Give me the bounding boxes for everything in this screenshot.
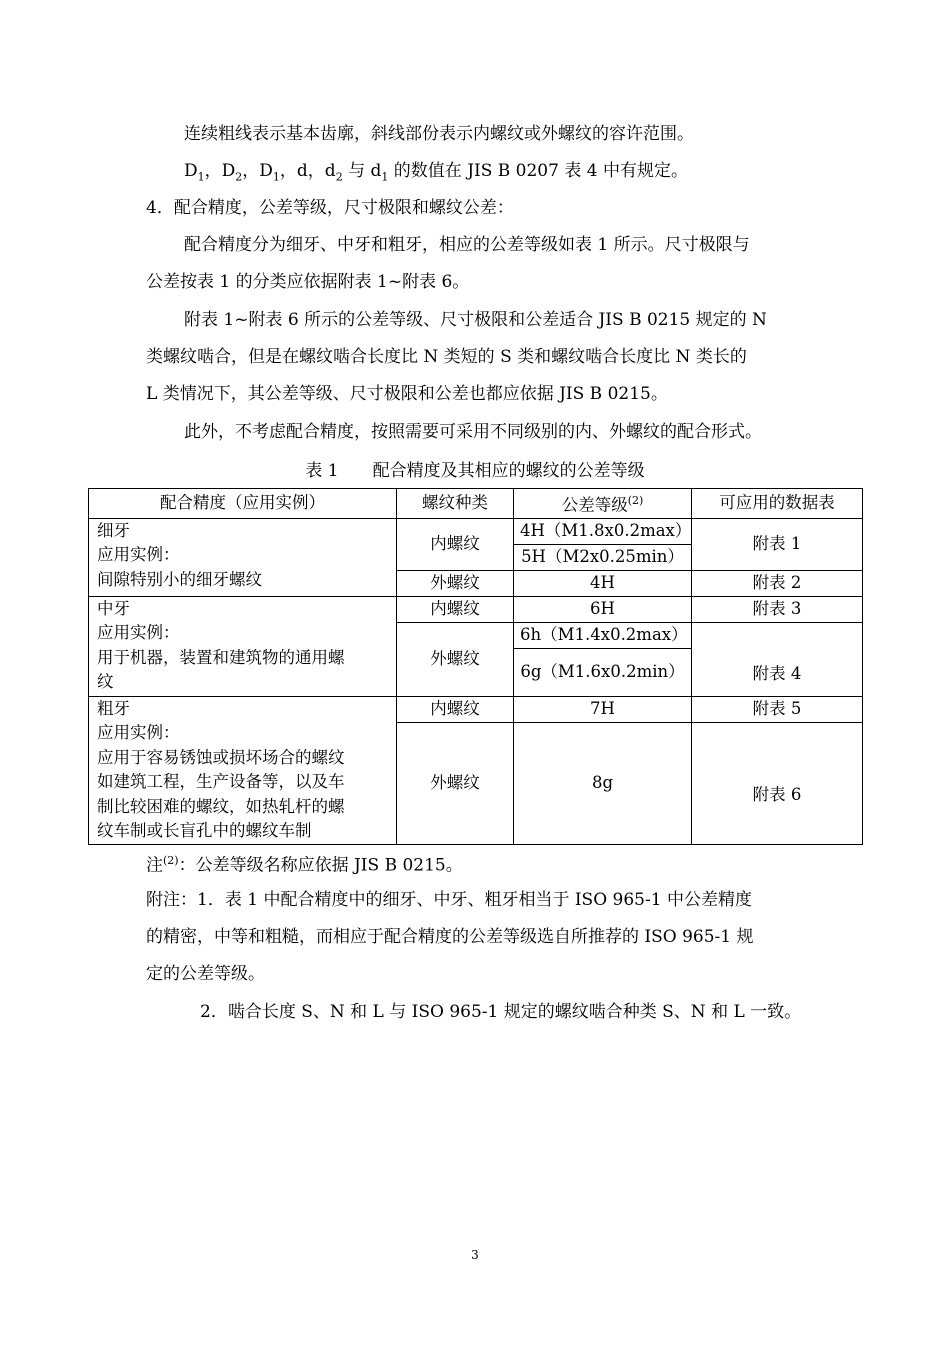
paragraph-annex-line3: L 类情况下，其公差等级、尺寸极限和公差也都应依据 JIS B 0215。: [146, 384, 668, 404]
coarse-external: 外螺纹: [397, 722, 514, 844]
desc-line: 纹: [97, 672, 114, 691]
subscript: 1: [272, 170, 280, 184]
coarse-grade-external: 8g: [514, 722, 692, 844]
desc-line: 如建筑工程，生产设备等，以及车: [97, 772, 345, 791]
note1-line2: 的精密，中等和粗糙，而相应于配合精度的公差等级选自所推荐的 ISO 965-1 规: [146, 927, 754, 947]
page-number: 3: [471, 1248, 479, 1262]
desc-line: 应用实例：: [97, 545, 180, 564]
desc-line: 应用实例：: [97, 623, 180, 642]
medium-grade-b: 6g（M1.6x0.2min）: [514, 648, 692, 696]
note1-line3: 定的公差等级。: [146, 964, 265, 984]
text: 的数值在 JIS B 0207 表 4 中有规定。: [388, 161, 688, 181]
paragraph-combination: 此外，不考虑配合精度，按照需要可采用不同级别的内、外螺纹的配合形式。: [184, 422, 762, 442]
table-title: 配合精度及其相应的螺纹的公差等级: [372, 461, 645, 481]
medium-table-external: 附表 4: [692, 622, 863, 696]
medium-internal: 内螺纹: [397, 596, 514, 622]
desc-line: 间隙特别小的细牙螺纹: [97, 569, 262, 589]
table-caption: [0, 458, 950, 484]
table-row: [89, 518, 863, 544]
medium-grade-a: 6h（M1.4x0.2max）: [514, 622, 692, 648]
desc-line: 粗牙: [97, 698, 130, 718]
text: 与 d: [342, 161, 382, 181]
coarse-table-external: 附表 6: [692, 722, 863, 844]
note2: 2．啮合长度 S、N 和 L 与 ISO 965-1 规定的螺纹啮合种类 S、N 和 L 一致。: [200, 1002, 802, 1022]
subscript: 1: [197, 170, 205, 184]
subscript: 1: [381, 170, 389, 184]
tolerance-table: [88, 488, 863, 845]
medium-grade-internal: 6H: [514, 596, 692, 622]
desc-line: 制比较困难的螺纹，如热轧杆的螺: [97, 796, 345, 816]
fine-table-internal: 附表 1: [692, 518, 863, 570]
medium-table-internal: 附表 3: [692, 596, 863, 622]
coarse-internal: 内螺纹: [397, 696, 514, 722]
header-fit-class: 配合精度（应用实例）: [89, 489, 397, 519]
table-row: [89, 696, 863, 722]
separator: ，: [242, 161, 260, 181]
superscript: (2): [627, 494, 644, 507]
desc-line: 纹车制或长盲孔中的螺纹车制: [97, 821, 312, 840]
subscript: 2: [235, 170, 243, 184]
table-row: [89, 596, 863, 622]
section-heading-4: 4．配合精度，公差等级，尺寸极限和螺纹公差：: [146, 198, 514, 218]
symbol-d: D: [221, 161, 236, 181]
medium-external: 外螺纹: [397, 622, 514, 696]
desc-line: 用于机器，装置和建筑物的通用螺: [97, 647, 345, 667]
paragraph-annex-line2: 类螺纹啮合，但是在螺纹啮合长度比 N 类短的 S 类和螺纹啮合长度比 N 类长的: [146, 347, 747, 367]
separator: ，: [204, 161, 222, 181]
coarse-table-internal: 附表 5: [692, 696, 863, 722]
medium-description: [89, 596, 397, 696]
superscript: (2): [163, 854, 179, 867]
paragraph-tooth-profile: 连续粗线表示基本齿廓，斜线部份表示内螺纹或外螺纹的容许范围。: [184, 124, 694, 144]
desc-line: 应用于容易锈蚀或损坏场合的螺纹: [97, 747, 345, 767]
header-tolerance-grade: [514, 489, 692, 519]
subscript: 2: [335, 170, 343, 184]
table-footnote: [146, 848, 463, 879]
paragraph-annex-line1: 附表 1~附表 6 所示的公差等级、尺寸极限和公差适合 JIS B 0215 规定的 N: [184, 310, 767, 330]
desc-line: 应用实例：: [97, 723, 180, 742]
desc-line: 中牙: [97, 598, 130, 618]
fine-table-external: 附表 2: [692, 570, 863, 596]
note1-line1: 附注：1．表 1 中配合精度中的细牙、中牙、粗牙相当于 ISO 965-1 中公差精度: [146, 890, 752, 910]
header-thread-type: 螺纹种类: [397, 489, 514, 519]
separator: ，d，d: [279, 161, 336, 181]
fine-external: 外螺纹: [397, 570, 514, 596]
fine-internal: 内螺纹: [397, 518, 514, 570]
fine-description: [89, 518, 397, 596]
footnote-text: ：公差等级名称应依据 JIS B 0215。: [178, 855, 463, 876]
header-text: 公差等级: [561, 495, 628, 515]
fine-grade-b: 5H（M2x0.25min）: [514, 544, 692, 570]
header-applicable-table: 可应用的数据表: [692, 489, 863, 519]
table-header-row: [89, 489, 863, 519]
coarse-description: [89, 696, 397, 844]
symbol-d: D: [259, 161, 273, 181]
table-number: 表 1: [305, 461, 339, 481]
paragraph-fit-line2: 公差按表 1 的分类应依据附表 1~附表 6。: [146, 272, 470, 292]
symbol-d: D: [184, 161, 198, 181]
desc-line: 细牙: [97, 520, 130, 540]
footnote-label: 注: [146, 855, 163, 876]
fine-grade-a: 4H（M1.8x0.2max）: [514, 518, 692, 544]
fine-grade-external: 4H: [514, 570, 692, 596]
coarse-grade-internal: 7H: [514, 696, 692, 722]
paragraph-fit-line1: 配合精度分为细牙、中牙和粗牙，相应的公差等级如表 1 所示。尺寸极限与: [184, 235, 750, 255]
